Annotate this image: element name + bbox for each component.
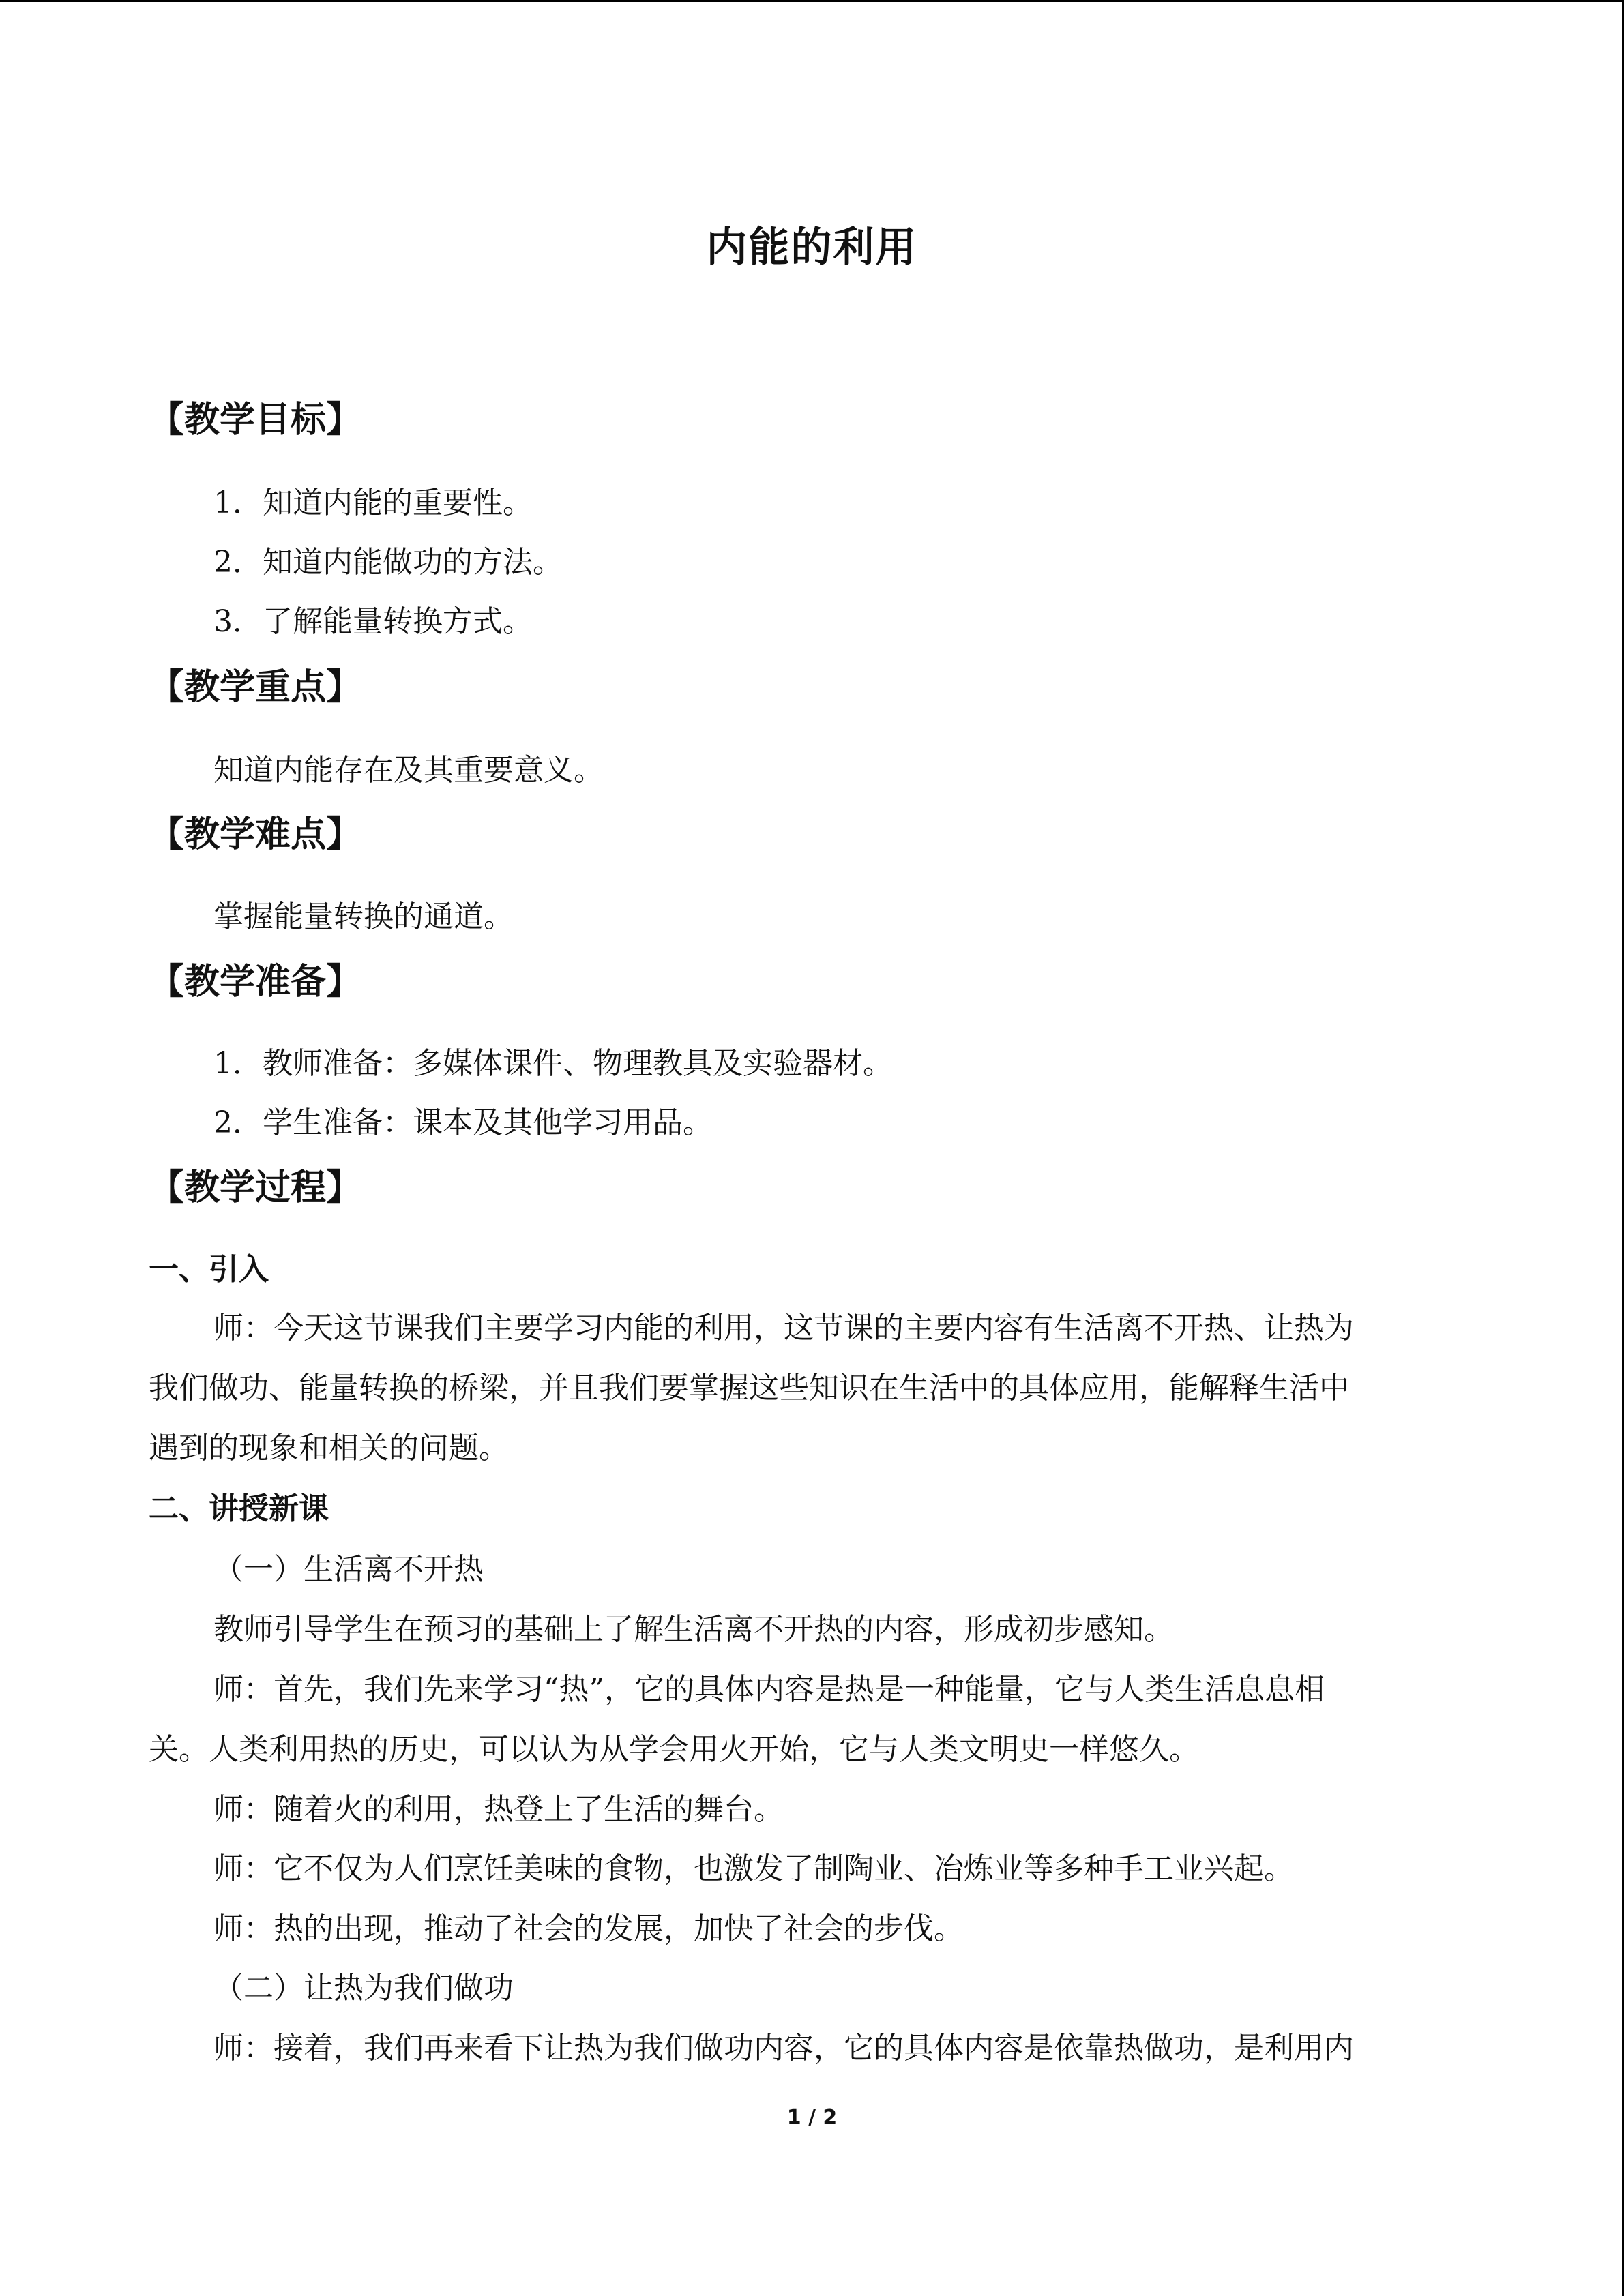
- paragraph-line: 遇到的现象和相关的问题。: [149, 1431, 509, 1465]
- paragraph-line: 关。人类利用热的历史，可以认为从学会用火开始，它与人类文明史一样悠久。: [149, 1732, 1199, 1767]
- paragraph-line: 师：今天这节课我们主要学习内能的利用，这节课的主要内容有生活离不开热、让热为: [213, 1311, 1354, 1345]
- preparation-item: 1．教师准备：多媒体课件、物理教具及实验器材。: [213, 1046, 893, 1081]
- part-heading: （一）生活离不开热: [213, 1552, 484, 1587]
- preparation-item: 2．学生准备：课本及其他学习用品。: [213, 1105, 713, 1140]
- heading-preparation: 【教学准备】: [149, 961, 362, 1002]
- subheading-new-lesson: 二、讲授新课: [149, 1491, 329, 1526]
- objective-item: 2．知道内能做功的方法。: [213, 545, 563, 580]
- subheading-intro: 一、引入: [149, 1252, 269, 1287]
- objective-item: 1．知道内能的重要性。: [213, 486, 533, 520]
- paragraph-line: 师：随着火的利用，热登上了生活的舞台。: [213, 1792, 784, 1827]
- heading-objectives: 【教学目标】: [149, 400, 362, 441]
- heading-process: 【教学过程】: [149, 1167, 362, 1208]
- paragraph-line: 教师引导学生在预习的基础上了解生活离不开热的内容，形成初步感知。: [213, 1612, 1174, 1647]
- part-heading: （二）让热为我们做功: [213, 1971, 514, 2006]
- paragraph-line: 师：首先，我们先来学习“热”，它的具体内容是热是一种能量，它与人类生活息息相: [213, 1672, 1325, 1707]
- paragraph-line: 师：接着，我们再来看下让热为我们做功内容，它的具体内容是依靠热做功，是利用内: [213, 2031, 1354, 2066]
- objective-item: 3．了解能量转换方式。: [213, 604, 533, 639]
- paragraph-line: 师：热的出现，推动了社会的发展，加快了社会的步伐。: [213, 1911, 964, 1946]
- difficulties-text: 掌握能量转换的通道。: [213, 899, 514, 934]
- heading-key-points: 【教学重点】: [149, 667, 362, 708]
- document-title: 内能的利用: [706, 224, 918, 271]
- paragraph-line: 师：它不仅为人们烹饪美味的食物，也激发了制陶业、冶炼业等多种手工业兴起。: [213, 1851, 1294, 1886]
- key-points-text: 知道内能存在及其重要意义。: [213, 753, 604, 788]
- paragraph-line: 我们做功、能量转换的桥梁，并且我们要掌握这些知识在生活中的具体应用，能解释生活中: [149, 1371, 1349, 1405]
- page-number: 1 / 2: [786, 2106, 838, 2130]
- heading-difficulties: 【教学难点】: [149, 814, 362, 855]
